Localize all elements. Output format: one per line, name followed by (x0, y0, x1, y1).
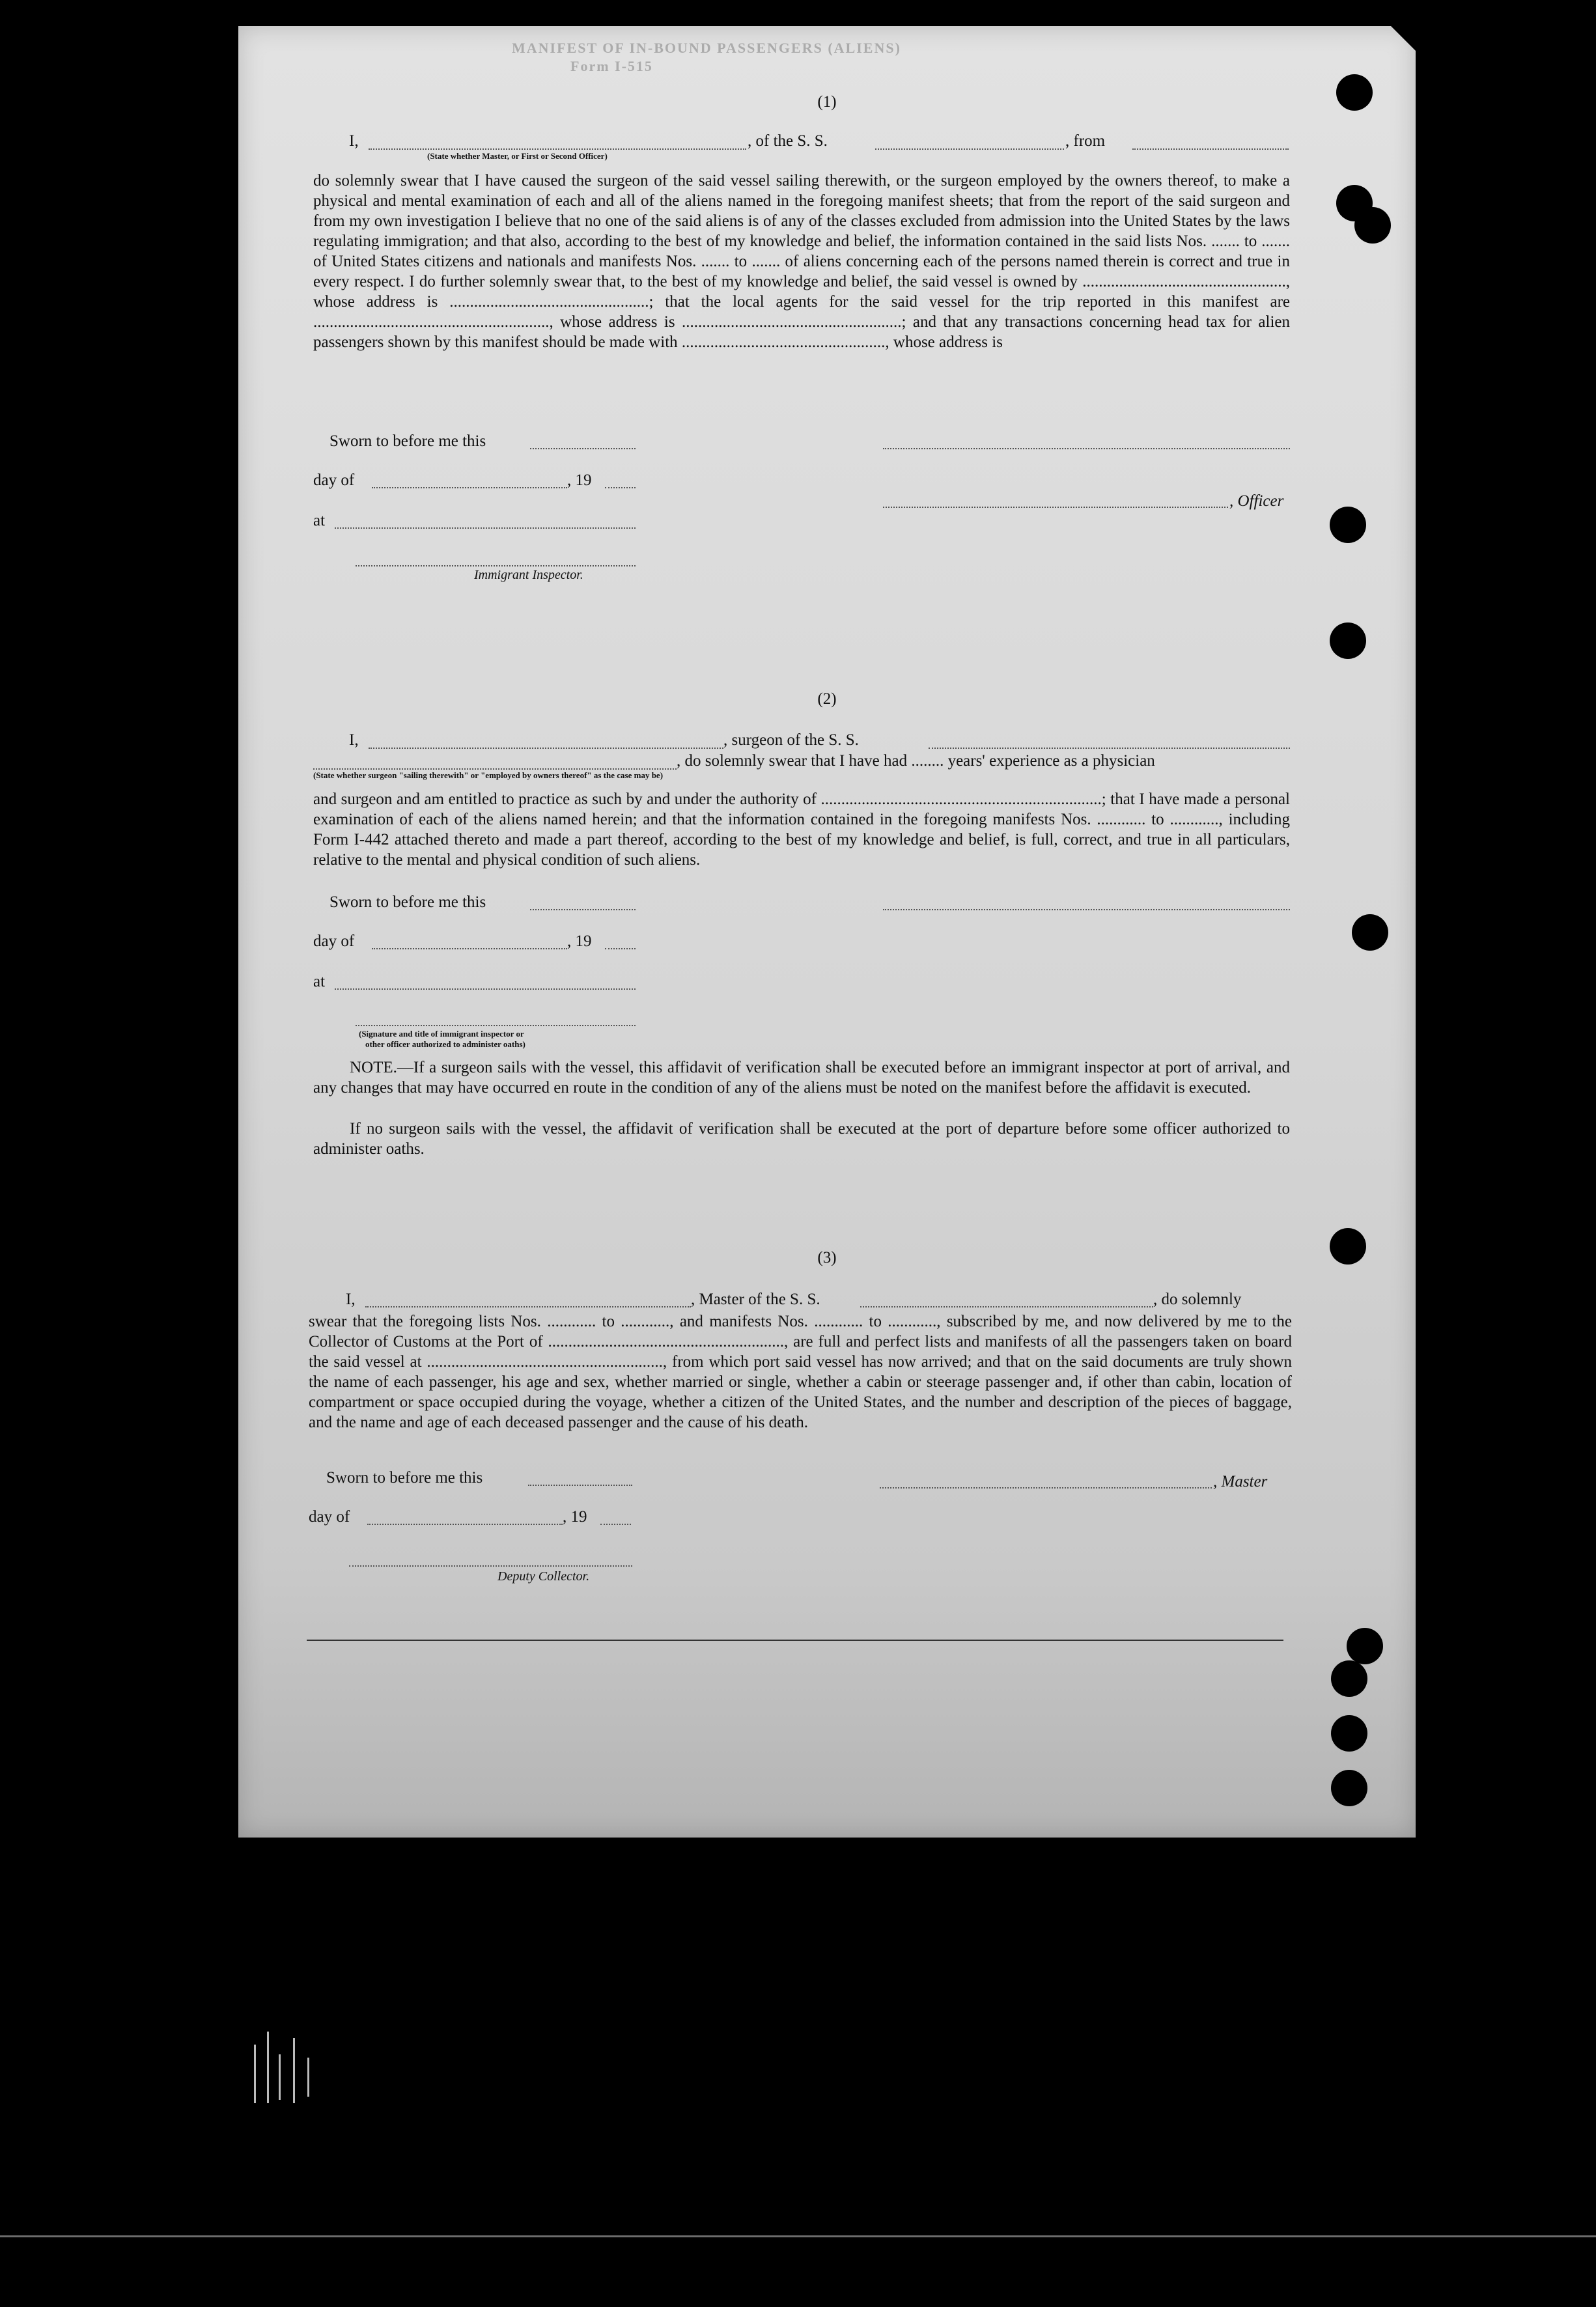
binder-hole (1330, 507, 1366, 543)
s2-sworn: Sworn to before me this (329, 893, 486, 911)
s2-at: at (313, 973, 326, 990)
s2-at-field[interactable] (335, 988, 636, 990)
s1-name-field[interactable] (369, 148, 746, 150)
binder-hole (1331, 1770, 1367, 1806)
binder-hole (1354, 207, 1391, 244)
s2-vessel-field[interactable] (929, 748, 1290, 749)
s3-master: , Master (1213, 1473, 1268, 1490)
s1-at-field[interactable] (335, 527, 636, 529)
document-page (238, 26, 1416, 1838)
binder-hole (1331, 1660, 1367, 1697)
s2-day-of: day of (313, 932, 355, 950)
s1-signature-field[interactable] (883, 448, 1290, 449)
s2-note-1: NOTE.—If a surgeon sails with the vessel, this affidavit of verification shall be executed before an immigrant inspector at port of arrival, and any changes that may have occurred en route in the condition of any of the aliens must be noted on the manifest before the affidavit is executed. (313, 1059, 1290, 1097)
binder-hole (1352, 914, 1388, 951)
s1-of-the-ss: , of the S. S. (748, 132, 828, 150)
s1-day-field[interactable] (372, 487, 567, 488)
s1-body: do solemnly swear that I have caused the surgeon of the said vessel sailing therewith, or the surgeon employed by the owners thereof, to make a physical and mental examination of each and all of the aliens named in the foregoing manifest sheets; that from the report of the said surgeon and from my own investigation I believe that no one of the said aliens is of any of the classes excluded from admission into the United States by the laws regulating immigration; and that also, according to the best of my knowledge and belief, the information contained in the said lists Nos. ....... to ....... of United States citizens and nationals and manifests Nos. ....... to ....... of aliens concerning each of the persons named therein is correct and true in every respect. I do further solemnly swear that, to the best of my knowledge and belief, the said vessel is owned by .................................................., whose address is .................................................; that the local agents for the said vessel for the trip reported in this manifest are .........................................................., whose address is ......................................................; and that any transactions concerning head tax for alien passengers shown by this manifest should be made with .................................................., whose address is (313, 172, 1290, 351)
s1-day-of: day of (313, 471, 355, 489)
binder-hole (1330, 1228, 1366, 1265)
s2-state-caption: (State whether surgeon "sailing therewith" or "employed by owners thereof" as the case may be) (313, 770, 664, 780)
s2-inspector-field[interactable] (356, 1025, 636, 1026)
s3-sworn-field[interactable] (528, 1485, 632, 1486)
s1-sworn-field[interactable] (530, 448, 636, 449)
s1-sworn: Sworn to before me this (329, 432, 486, 450)
s3-year: , 19 (563, 1508, 587, 1526)
s3-deputy-field[interactable] (349, 1565, 632, 1567)
s3-vessel-field[interactable] (860, 1306, 1153, 1307)
s1-officer: , Officer (1229, 492, 1284, 510)
bottom-rule (307, 1640, 1283, 1641)
s2-surgeon-of: , surgeon of the S. S. (723, 731, 859, 749)
section-3-number: (3) (817, 1249, 837, 1266)
faded-header-line-2: Form I-515 (570, 58, 653, 74)
s1-i: I, (349, 132, 359, 150)
s1-year: , 19 (567, 471, 592, 489)
s1-inspector: Immigrant Inspector. (474, 568, 583, 582)
s1-inspector-field[interactable] (356, 565, 636, 566)
s1-at: at (313, 512, 326, 529)
binder-hole (1336, 74, 1373, 111)
s2-year-field[interactable] (605, 948, 636, 949)
s1-from-field[interactable] (1132, 148, 1289, 150)
s2-name-field[interactable] (369, 748, 723, 749)
faded-header (297, 39, 1143, 91)
s3-sworn: Sworn to before me this (326, 1469, 483, 1487)
folded-corner (1391, 26, 1416, 51)
s3-do-solemnly: , do solemnly (1153, 1291, 1242, 1308)
s3-day-of: day of (309, 1508, 350, 1526)
s2-body: and surgeon and am entitled to practice as such by and under the authority of .....................................................................; that I have made a personal examination of each of the aliens named herein; and that the information contained in the foregoing manifests Nos. ............ to ............, including Form I-442 attached thereto and made a part thereof, according to the best of my knowledge and belief, is full, correct, and true in all particulars, relative to the mental and physical condition of such aliens. (313, 790, 1290, 869)
s1-state-caption: (State whether Master, or First or Second Officer) (427, 151, 608, 161)
s3-deputy: Deputy Collector. (497, 1569, 590, 1584)
binder-hole (1330, 622, 1366, 659)
s1-from: , from (1065, 132, 1106, 150)
s1-vessel-field[interactable] (875, 148, 1064, 150)
s2-note-2: If no surgeon sails with the vessel, the affidavit of verification shall be executed at the port of departure before some officer authorized to administer oaths. (313, 1120, 1290, 1158)
s3-year-field[interactable] (600, 1524, 631, 1525)
s2-status-field[interactable] (313, 768, 677, 770)
binder-hole (1347, 1628, 1383, 1664)
s2-year: , 19 (567, 932, 592, 950)
s3-body: swear that the foregoing lists Nos. ............ to ............, and manifests Nos. ............ to ............, subscribed by me, and now delivered by me to the Collector of Customs at the Port of .........................................................., are full and perfect lists and manifests of all the passengers taken on board the said vessel at .........................................................., from which port said vessel has now arrived; and that on the said documents are truly shown the name of each passenger, his age and sex, whether married or single, whether a cabin or steerage passenger and, if other than cabin, location of compartment or space occupied during the voyage, whether a citizen of the United States, and the number and description of the pieces of baggage, and the name and age of each deceased passenger and the cause of his death. (309, 1313, 1292, 1431)
s2-sig-caption-2: other officer authorized to administer oaths) (365, 1039, 525, 1049)
s2-sworn-field[interactable] (530, 909, 636, 910)
film-streaks (247, 2019, 326, 2110)
s3-i: I, (346, 1291, 356, 1308)
s2-i: I, (349, 731, 359, 749)
faded-header-line-1: MANIFEST OF IN-BOUND PASSENGERS (ALIENS) (512, 40, 901, 56)
section-2-number: (2) (817, 690, 837, 708)
s2-day-field[interactable] (372, 948, 567, 949)
s2-sig-caption-1: (Signature and title of immigrant inspector or (359, 1029, 524, 1039)
s3-day-field[interactable] (367, 1524, 563, 1525)
binder-hole (1331, 1715, 1367, 1752)
s3-master-field[interactable] (880, 1487, 1212, 1489)
s3-master-of: , Master of the S. S. (691, 1291, 820, 1308)
s1-year-field[interactable] (605, 487, 636, 488)
s2-swear: , do solemnly swear that I have had ........ years' experience as a physician (677, 752, 1155, 770)
section-1-number: (1) (817, 93, 837, 111)
film-edge-line (0, 2235, 1596, 2237)
s1-officer-field[interactable] (883, 507, 1228, 508)
s2-signature-field[interactable] (883, 909, 1290, 910)
s3-name-field[interactable] (365, 1306, 691, 1307)
